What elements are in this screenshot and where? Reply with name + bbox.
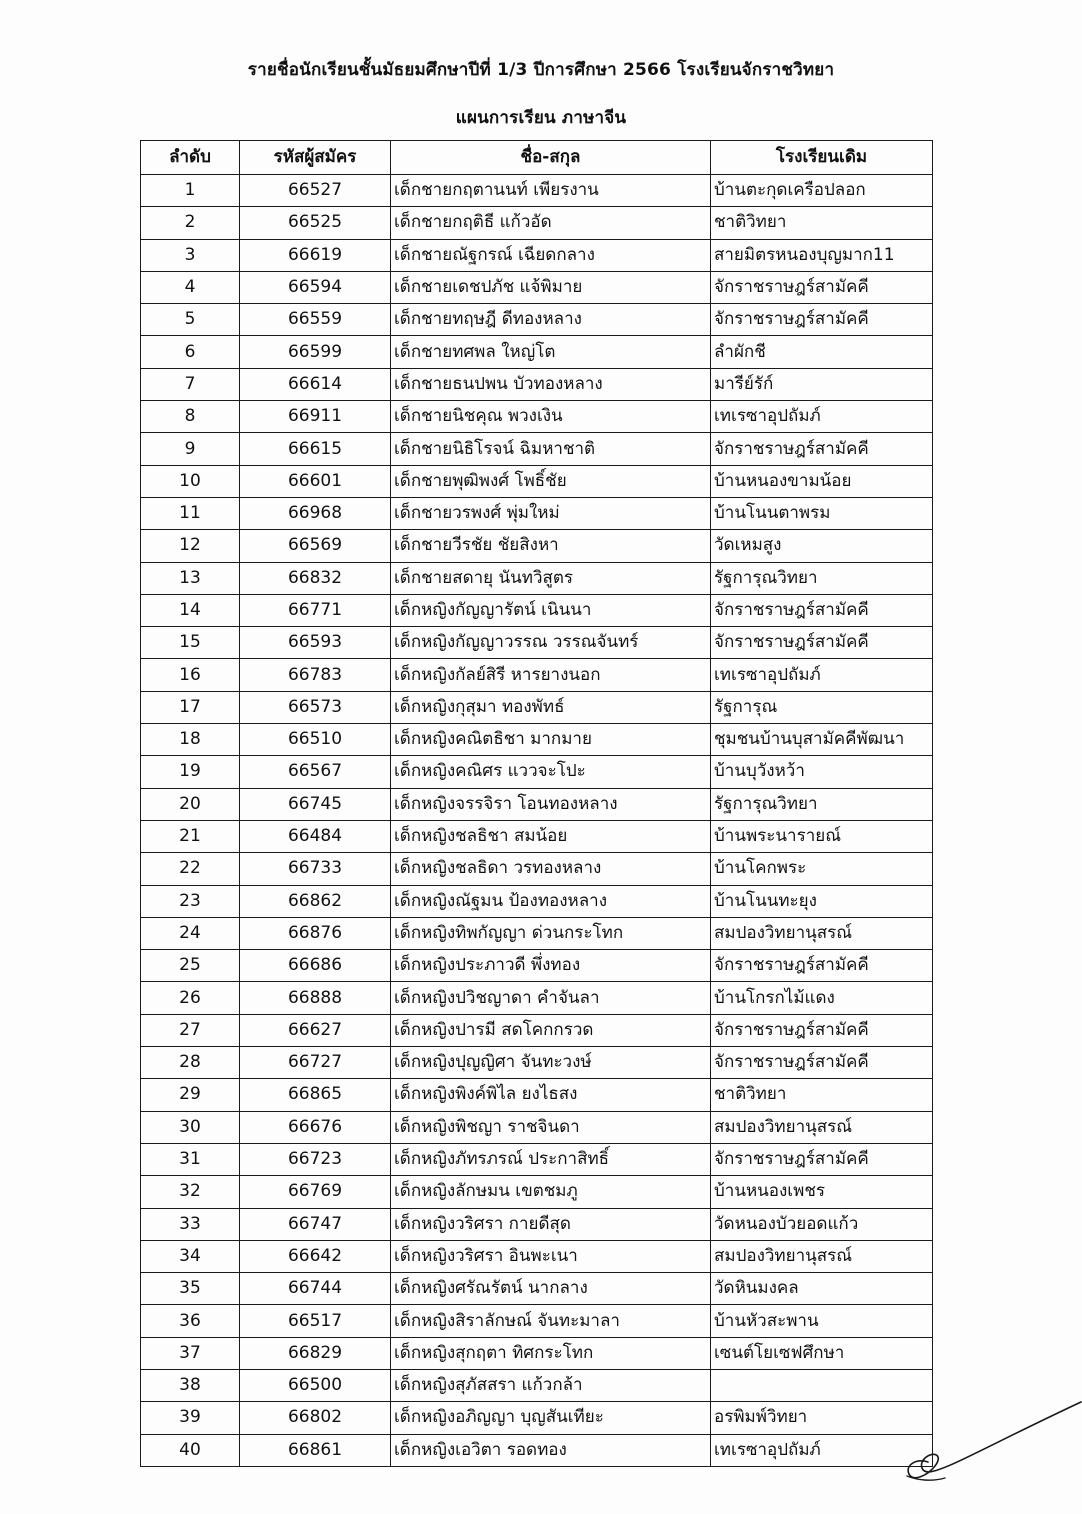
cell-school: บ้านโนนตาพรม bbox=[711, 497, 933, 529]
cell-no: 38 bbox=[141, 1369, 240, 1401]
cell-name: เด็กหญิงปารมี สดโคกกรวด bbox=[391, 1014, 711, 1046]
cell-school: จักราชราษฎร์สามัคคี bbox=[711, 304, 933, 336]
cell-applicant-id: 66627 bbox=[240, 1014, 391, 1046]
cell-school: รัฐการุณ bbox=[711, 691, 933, 723]
cell-no: 11 bbox=[141, 497, 240, 529]
table-row bbox=[141, 530, 933, 562]
cell-applicant-id: 66593 bbox=[240, 627, 391, 659]
table-row bbox=[141, 1369, 933, 1401]
table-row bbox=[141, 562, 933, 594]
table-row bbox=[141, 1240, 933, 1272]
column-header-school: โรงเรียนเดิม bbox=[711, 141, 933, 175]
cell-no: 28 bbox=[141, 1047, 240, 1079]
cell-school: วัดเหมสูง bbox=[711, 530, 933, 562]
cell-no: 21 bbox=[141, 820, 240, 852]
cell-school: จักราชราษฎร์สามัคคี bbox=[711, 1014, 933, 1046]
cell-no: 29 bbox=[141, 1079, 240, 1111]
table-row bbox=[141, 820, 933, 852]
cell-applicant-id: 66619 bbox=[240, 239, 391, 271]
table-row bbox=[141, 982, 933, 1014]
cell-school: บ้านโกรกไม้แดง bbox=[711, 982, 933, 1014]
cell-school: จักราชราษฎร์สามัคคี bbox=[711, 433, 933, 465]
cell-school: ชาติวิทยา bbox=[711, 207, 933, 239]
cell-school: สมปองวิทยานุสรณ์ bbox=[711, 917, 933, 949]
cell-name: เด็กหญิงศรัณรัตน์ นากลาง bbox=[391, 1273, 711, 1305]
cell-applicant-id: 66888 bbox=[240, 982, 391, 1014]
cell-no: 39 bbox=[141, 1402, 240, 1434]
cell-school: เทเรซาอุปถัมภ์ bbox=[711, 1434, 933, 1466]
document-title: รายชื่อนักเรียนชั้นมัธยมศึกษาปีที่ 1/3 ปีการศึกษา 2566 โรงเรียนจักราชวิทยา bbox=[247, 60, 835, 80]
cell-school: ชาติวิทยา bbox=[711, 1079, 933, 1111]
cell-applicant-id: 66862 bbox=[240, 885, 391, 917]
cell-school: บ้านหนองขามน้อย bbox=[711, 465, 933, 497]
cell-no: 40 bbox=[141, 1434, 240, 1466]
table-row bbox=[141, 271, 933, 303]
cell-name: เด็กหญิงคณิตธิชา มากมาย bbox=[391, 724, 711, 756]
student-roster-table bbox=[140, 140, 933, 1467]
table-row bbox=[141, 1176, 933, 1208]
cell-no: 33 bbox=[141, 1208, 240, 1240]
cell-no: 5 bbox=[141, 304, 240, 336]
cell-no: 20 bbox=[141, 788, 240, 820]
cell-name: เด็กชายนิธิโรจน์ ฉิมหาชาติ bbox=[391, 433, 711, 465]
cell-applicant-id: 66829 bbox=[240, 1337, 391, 1369]
cell-school: เซนต์โยเซฟศึกษา bbox=[711, 1337, 933, 1369]
table-row bbox=[141, 401, 933, 433]
cell-no: 8 bbox=[141, 401, 240, 433]
table-row bbox=[141, 950, 933, 982]
cell-name: เด็กหญิงชลธิชา สมน้อย bbox=[391, 820, 711, 852]
cell-name: เด็กชายเดชปภัช แจ้พิมาย bbox=[391, 271, 711, 303]
table-row bbox=[141, 788, 933, 820]
cell-name: เด็กหญิงภัทรภรณ์ ประกาสิทธิ์ bbox=[391, 1143, 711, 1175]
cell-name: เด็กชายทฤษฎี ดีทองหลาง bbox=[391, 304, 711, 336]
cell-school: สมปองวิทยานุสรณ์ bbox=[711, 1240, 933, 1272]
cell-applicant-id: 66865 bbox=[240, 1079, 391, 1111]
cell-name: เด็กหญิงลักษมน เขตชมภู bbox=[391, 1176, 711, 1208]
cell-name: เด็กชายนิชคุณ พวงเงิน bbox=[391, 401, 711, 433]
table-row bbox=[141, 1014, 933, 1046]
cell-no: 6 bbox=[141, 336, 240, 368]
cell-no: 32 bbox=[141, 1176, 240, 1208]
cell-name: เด็กหญิงสุภัสสรา แก้วกล้า bbox=[391, 1369, 711, 1401]
cell-name: เด็กหญิงวริศรา กายดีสุด bbox=[391, 1208, 711, 1240]
cell-name: เด็กหญิงปวิชญาดา คำจันลา bbox=[391, 982, 711, 1014]
cell-no: 37 bbox=[141, 1337, 240, 1369]
cell-school: สมปองวิทยานุสรณ์ bbox=[711, 1111, 933, 1143]
table-row bbox=[141, 433, 933, 465]
cell-school: จักราชราษฎร์สามัคคี bbox=[711, 1143, 933, 1175]
cell-school bbox=[711, 1369, 933, 1401]
cell-school: จักราชราษฎร์สามัคคี bbox=[711, 627, 933, 659]
table-row bbox=[141, 1047, 933, 1079]
cell-school: จักราชราษฎร์สามัคคี bbox=[711, 594, 933, 626]
cell-applicant-id: 66727 bbox=[240, 1047, 391, 1079]
cell-school: บ้านโนนทะยุง bbox=[711, 885, 933, 917]
table-row bbox=[141, 1143, 933, 1175]
table-row bbox=[141, 1337, 933, 1369]
cell-applicant-id: 66783 bbox=[240, 659, 391, 691]
cell-no: 26 bbox=[141, 982, 240, 1014]
cell-no: 36 bbox=[141, 1305, 240, 1337]
cell-no: 19 bbox=[141, 756, 240, 788]
cell-school: จักราชราษฎร์สามัคคี bbox=[711, 950, 933, 982]
cell-name: เด็กชายวีรชัย ชัยสิงหา bbox=[391, 530, 711, 562]
cell-applicant-id: 66599 bbox=[240, 336, 391, 368]
cell-school: สายมิตรหนองบุญมาก11 bbox=[711, 239, 933, 271]
cell-applicant-id: 66861 bbox=[240, 1434, 391, 1466]
table-row bbox=[141, 627, 933, 659]
cell-no: 10 bbox=[141, 465, 240, 497]
cell-applicant-id: 66510 bbox=[240, 724, 391, 756]
cell-school: วัดหนองบัวยอดแก้ว bbox=[711, 1208, 933, 1240]
table-row bbox=[141, 1208, 933, 1240]
cell-name: เด็กหญิงพิงค์พิไล ยงไธสง bbox=[391, 1079, 711, 1111]
column-header-name: ชื่อ-สกุล bbox=[391, 141, 711, 175]
cell-school: เทเรซาอุปถัมภ์ bbox=[711, 401, 933, 433]
cell-no: 13 bbox=[141, 562, 240, 594]
cell-name: เด็กชายพุฒิพงศ์ โพธิ์ชัย bbox=[391, 465, 711, 497]
cell-school: อรพิมพ์วิทยา bbox=[711, 1402, 933, 1434]
document-subtitle: แผนการเรียน ภาษาจีน bbox=[455, 108, 627, 128]
cell-name: เด็กหญิงวริศรา อินพะเนา bbox=[391, 1240, 711, 1272]
table-row bbox=[141, 1079, 933, 1111]
cell-applicant-id: 66525 bbox=[240, 207, 391, 239]
table-body bbox=[141, 175, 933, 1467]
cell-school: บ้านหนองเพชร bbox=[711, 1176, 933, 1208]
handwritten-signature-icon bbox=[895, 1400, 1082, 1490]
table-row bbox=[141, 724, 933, 756]
cell-name: เด็กหญิงชลธิดา วรทองหลาง bbox=[391, 853, 711, 885]
cell-applicant-id: 66594 bbox=[240, 271, 391, 303]
table-row bbox=[141, 917, 933, 949]
cell-name: เด็กหญิงอภิญญา บุญสันเทียะ bbox=[391, 1402, 711, 1434]
column-header-no: ลำดับ bbox=[141, 141, 240, 175]
cell-no: 9 bbox=[141, 433, 240, 465]
table-row bbox=[141, 175, 933, 207]
table-row bbox=[141, 659, 933, 691]
cell-name: เด็กหญิงประภาวดี พึ่งทอง bbox=[391, 950, 711, 982]
cell-name: เด็กหญิงสิราลักษณ์ จันทะมาลา bbox=[391, 1305, 711, 1337]
cell-applicant-id: 66802 bbox=[240, 1402, 391, 1434]
cell-no: 3 bbox=[141, 239, 240, 271]
cell-no: 31 bbox=[141, 1143, 240, 1175]
cell-name: เด็กหญิงปุญญิศา จันทะวงษ์ bbox=[391, 1047, 711, 1079]
cell-school: เทเรซาอุปถัมภ์ bbox=[711, 659, 933, 691]
cell-school: รัฐการุณวิทยา bbox=[711, 788, 933, 820]
table-row bbox=[141, 594, 933, 626]
cell-applicant-id: 66832 bbox=[240, 562, 391, 594]
cell-name: เด็กหญิงกุสุมา ทองพัทธ์ bbox=[391, 691, 711, 723]
cell-no: 16 bbox=[141, 659, 240, 691]
cell-applicant-id: 66484 bbox=[240, 820, 391, 852]
cell-school: บ้านพระนารายณ์ bbox=[711, 820, 933, 852]
table-header-row bbox=[141, 141, 933, 175]
cell-no: 34 bbox=[141, 1240, 240, 1272]
cell-no: 2 bbox=[141, 207, 240, 239]
table-row bbox=[141, 465, 933, 497]
cell-no: 27 bbox=[141, 1014, 240, 1046]
cell-applicant-id: 66686 bbox=[240, 950, 391, 982]
cell-name: เด็กชายกฤตานนท์ เพียรงาน bbox=[391, 175, 711, 207]
cell-school: วัดหินมงคล bbox=[711, 1273, 933, 1305]
cell-no: 15 bbox=[141, 627, 240, 659]
cell-applicant-id: 66744 bbox=[240, 1273, 391, 1305]
cell-school: จักราชราษฎร์สามัคคี bbox=[711, 1047, 933, 1079]
cell-no: 12 bbox=[141, 530, 240, 562]
cell-school: รัฐการุณวิทยา bbox=[711, 562, 933, 594]
table-row bbox=[141, 885, 933, 917]
cell-no: 4 bbox=[141, 271, 240, 303]
cell-applicant-id: 66911 bbox=[240, 401, 391, 433]
cell-name: เด็กหญิงเอวิตา รอดทอง bbox=[391, 1434, 711, 1466]
table-row bbox=[141, 368, 933, 400]
table-row bbox=[141, 756, 933, 788]
cell-name: เด็กหญิงกัญญาวรรณ วรรณจันทร์ bbox=[391, 627, 711, 659]
cell-name: เด็กชายทศพล ใหญ่โต bbox=[391, 336, 711, 368]
cell-name: เด็กหญิงณัฐมน ป้องทองหลาง bbox=[391, 885, 711, 917]
cell-applicant-id: 66601 bbox=[240, 465, 391, 497]
cell-applicant-id: 66771 bbox=[240, 594, 391, 626]
table-row bbox=[141, 239, 933, 271]
table-row bbox=[141, 336, 933, 368]
cell-school: บ้านบุวังหว้า bbox=[711, 756, 933, 788]
cell-applicant-id: 66747 bbox=[240, 1208, 391, 1240]
cell-name: เด็กหญิงจรรจิรา โอนทองหลาง bbox=[391, 788, 711, 820]
cell-name: เด็กชายกฤติธี แก้วอัด bbox=[391, 207, 711, 239]
cell-no: 18 bbox=[141, 724, 240, 756]
table-row bbox=[141, 691, 933, 723]
cell-applicant-id: 66527 bbox=[240, 175, 391, 207]
column-header-applicant-id: รหัสผู้สมัคร bbox=[240, 141, 391, 175]
cell-applicant-id: 66642 bbox=[240, 1240, 391, 1272]
table-row bbox=[141, 304, 933, 336]
cell-applicant-id: 66876 bbox=[240, 917, 391, 949]
cell-name: เด็กหญิงทิพกัญญา ด่วนกระโทก bbox=[391, 917, 711, 949]
cell-school: บ้านโคกพระ bbox=[711, 853, 933, 885]
table-row bbox=[141, 1305, 933, 1337]
cell-no: 1 bbox=[141, 175, 240, 207]
cell-school: บ้านตะกุดเครือปลอก bbox=[711, 175, 933, 207]
cell-school: ชุมชนบ้านบุสามัคคีพัฒนา bbox=[711, 724, 933, 756]
table-row bbox=[141, 1402, 933, 1434]
cell-no: 24 bbox=[141, 917, 240, 949]
cell-name: เด็กหญิงกัญญารัตน์ เนินนา bbox=[391, 594, 711, 626]
table-header bbox=[141, 141, 933, 175]
cell-name: เด็กหญิงพิชญา ราชจินดา bbox=[391, 1111, 711, 1143]
cell-applicant-id: 66676 bbox=[240, 1111, 391, 1143]
cell-no: 22 bbox=[141, 853, 240, 885]
cell-applicant-id: 66615 bbox=[240, 433, 391, 465]
cell-applicant-id: 66733 bbox=[240, 853, 391, 885]
cell-name: เด็กหญิงสุกฤตา ทิศกระโทก bbox=[391, 1337, 711, 1369]
cell-school: มารีย์รัก์ bbox=[711, 368, 933, 400]
table-row bbox=[141, 1273, 933, 1305]
cell-applicant-id: 66723 bbox=[240, 1143, 391, 1175]
cell-applicant-id: 66559 bbox=[240, 304, 391, 336]
cell-school: จักราชราษฎร์สามัคคี bbox=[711, 271, 933, 303]
cell-no: 14 bbox=[141, 594, 240, 626]
cell-school: บ้านหัวสะพาน bbox=[711, 1305, 933, 1337]
table-row bbox=[141, 497, 933, 529]
cell-name: เด็กหญิงคณิศร แววจะโปะ bbox=[391, 756, 711, 788]
cell-name: เด็กชายธนปพน บัวทองหลาง bbox=[391, 368, 711, 400]
cell-school: ลำผักชี bbox=[711, 336, 933, 368]
cell-applicant-id: 66769 bbox=[240, 1176, 391, 1208]
cell-no: 7 bbox=[141, 368, 240, 400]
table-row bbox=[141, 853, 933, 885]
table-row bbox=[141, 1111, 933, 1143]
cell-name: เด็กหญิงกัลย์สิรี หารยางนอก bbox=[391, 659, 711, 691]
cell-name: เด็กชายวรพงศ์ พุ่มใหม่ bbox=[391, 497, 711, 529]
cell-applicant-id: 66573 bbox=[240, 691, 391, 723]
cell-no: 25 bbox=[141, 950, 240, 982]
table-row bbox=[141, 207, 933, 239]
cell-no: 35 bbox=[141, 1273, 240, 1305]
cell-applicant-id: 66745 bbox=[240, 788, 391, 820]
cell-name: เด็กชายสดายุ นันทวิสูตร bbox=[391, 562, 711, 594]
cell-no: 30 bbox=[141, 1111, 240, 1143]
cell-no: 23 bbox=[141, 885, 240, 917]
cell-applicant-id: 66968 bbox=[240, 497, 391, 529]
cell-applicant-id: 66567 bbox=[240, 756, 391, 788]
cell-no: 17 bbox=[141, 691, 240, 723]
cell-applicant-id: 66569 bbox=[240, 530, 391, 562]
table-row bbox=[141, 1434, 933, 1466]
cell-applicant-id: 66500 bbox=[240, 1369, 391, 1401]
cell-applicant-id: 66517 bbox=[240, 1305, 391, 1337]
cell-applicant-id: 66614 bbox=[240, 368, 391, 400]
cell-name: เด็กชายณัฐกรณ์ เฉียดกลาง bbox=[391, 239, 711, 271]
